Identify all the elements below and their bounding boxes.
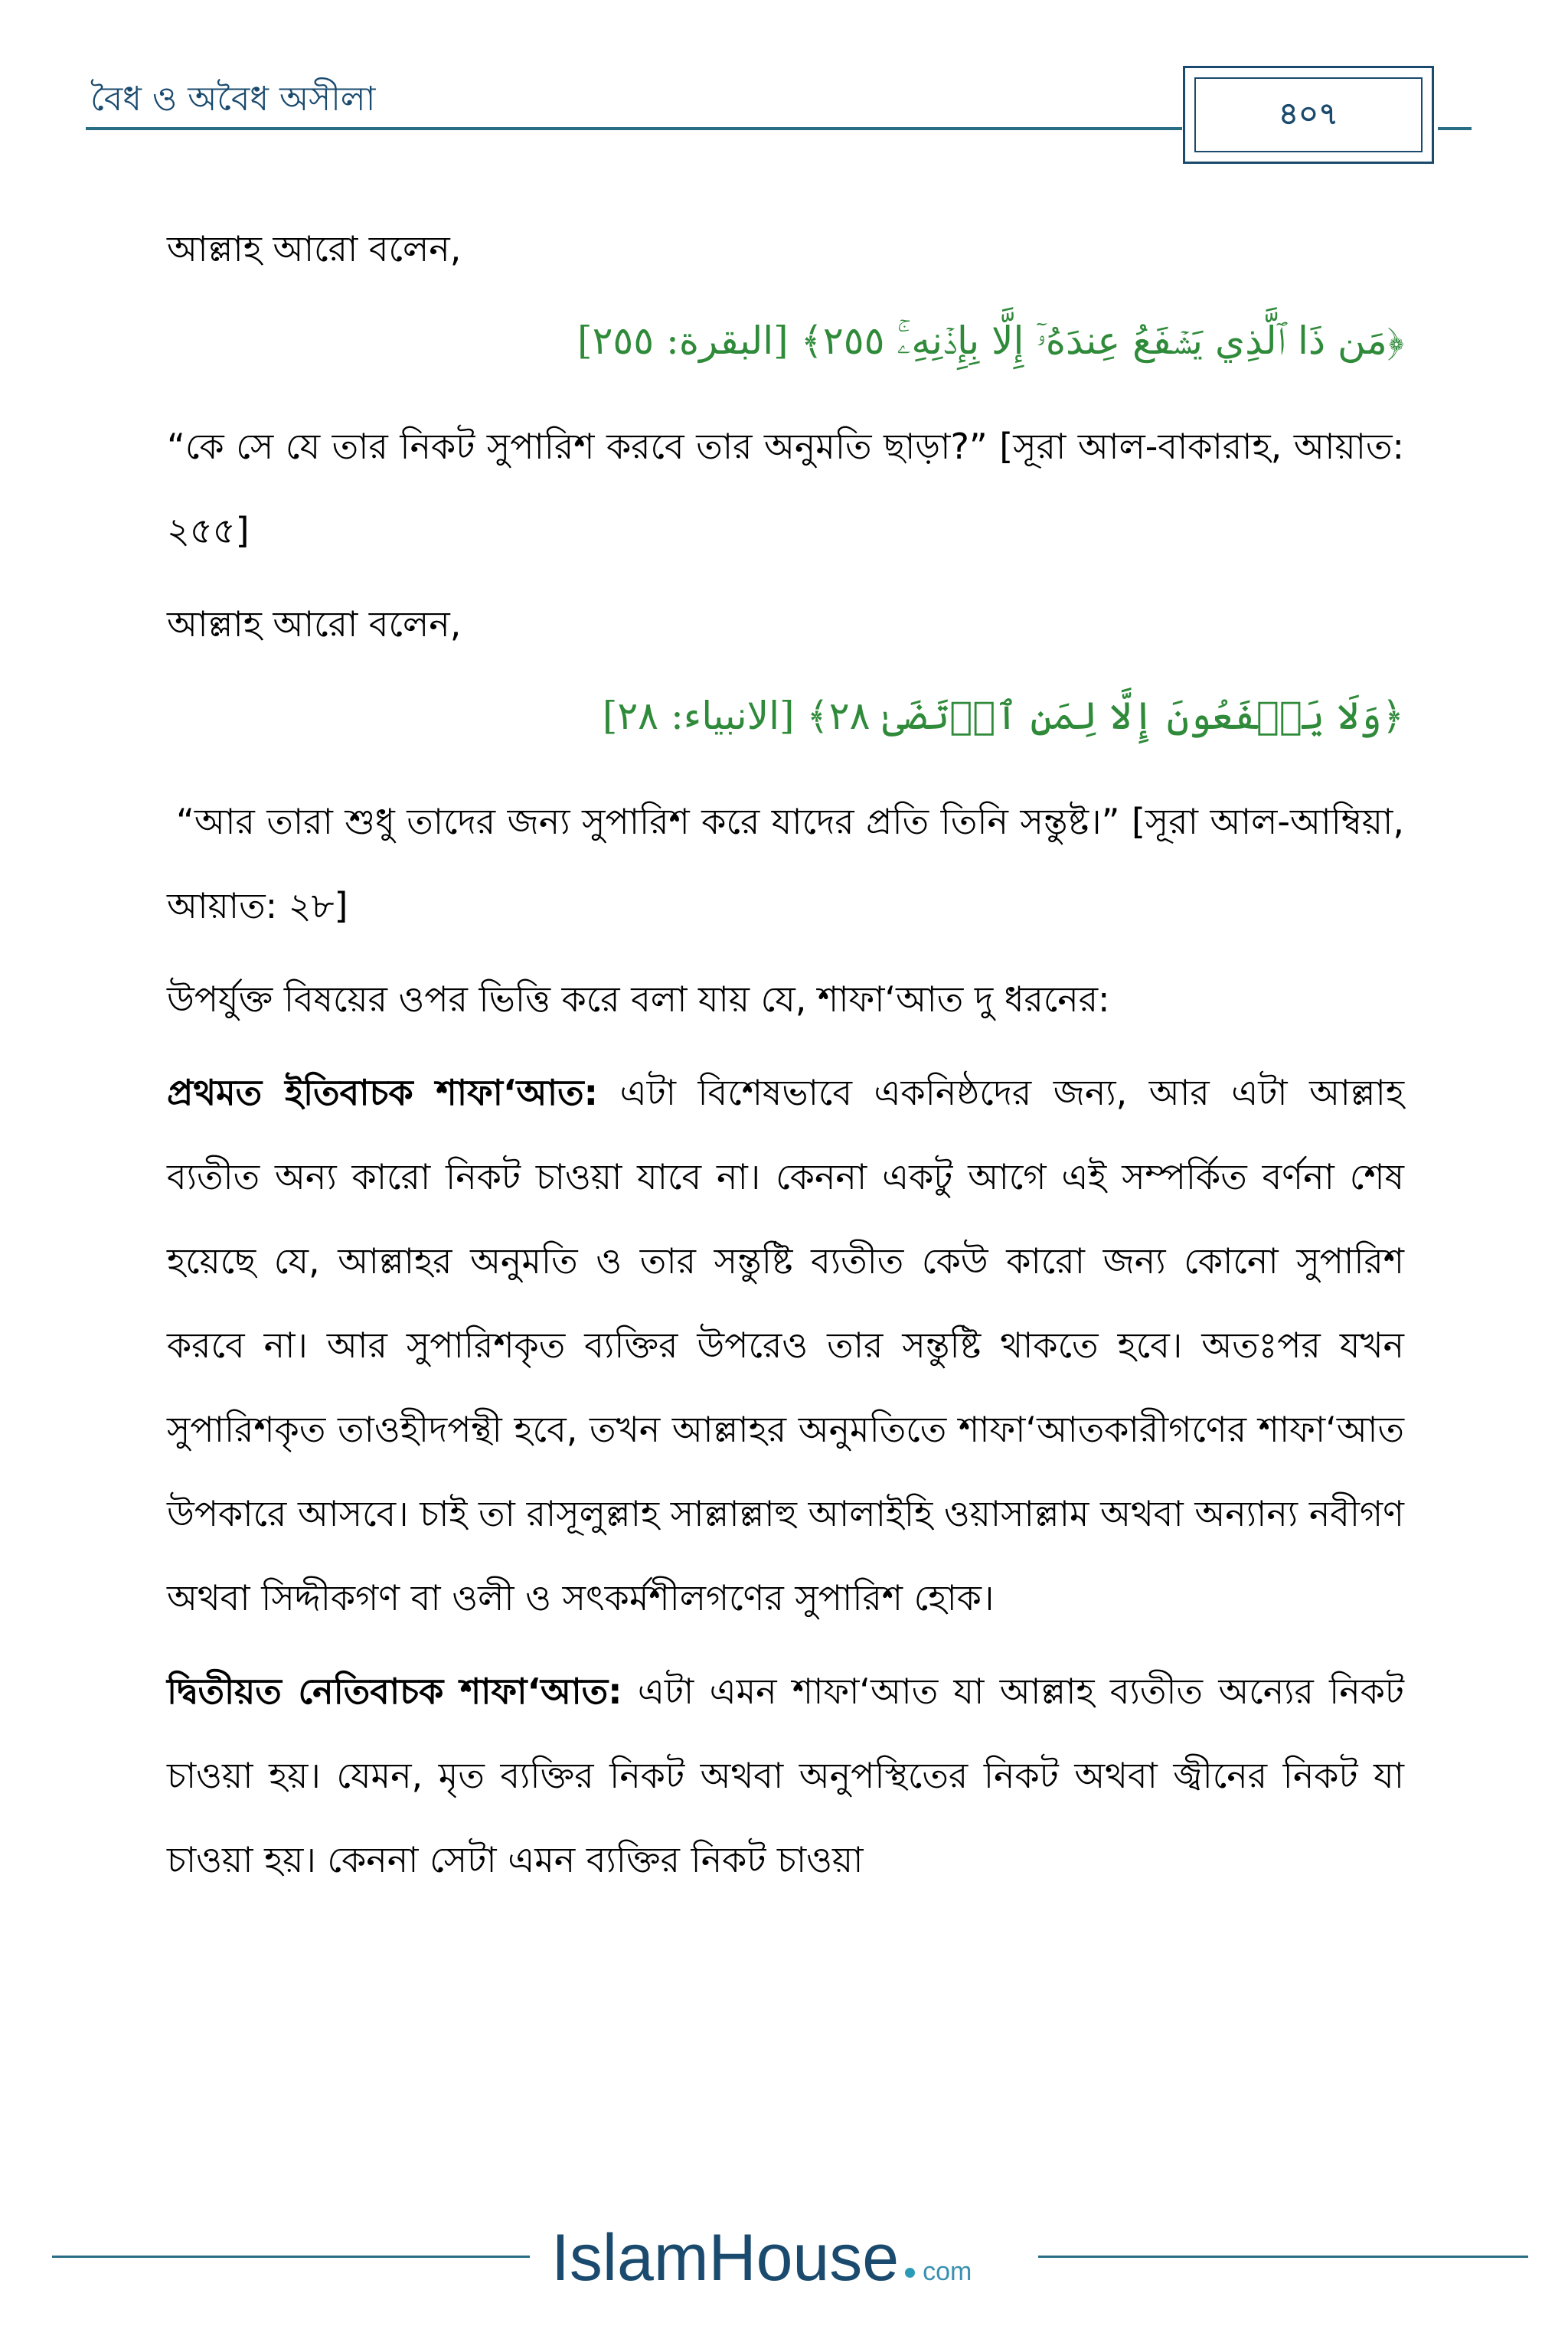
- intro-line-2: আল্লাহ আরো বলেন,: [167, 603, 462, 645]
- summary-line: উপর্যুক্ত বিষয়ের ওপর ভিত্তি করে বলা যায় যে, শাফা‘আত দু ধরনের:: [167, 978, 1110, 1020]
- footer-rule-left: [52, 2256, 530, 2258]
- positive-intercession-text: এটা বিশেষভাবে একনিষ্ঠদের জন্য, আর এটা আল্লাহ ব্যতীত অন্য কারো নিকট চাওয়া যাবে না। কেননা একটু আগে এই সম্পর্কিত বর্ণনা শেষ হয়েছে যে, আল্লাহর অনুমতি ও তার সন্তুষ্টি ব্যতীত কেউ কারো জন্য কোনো সুপারিশ করবে না। আর সুপারিশকৃত ব্যক্তির উপরেও তার সন্তুষ্টি থাকতে হবে। অতঃপর যখন সুপারিশকৃত তাওহীদপন্থী হবে, তখন আল্লাহর অনুমতিতে শাফা‘আতকারীগণের শাফা‘আত উপকারে আসবে। চাই তা রাসূলুল্লাহ সাল্লাল্লাহু আলাইহি ওয়াসাল্লাম অথবা অন্যান্য নবীগণ অথবা সিদ্দীকগণ বা ওলী ও সৎকর্মশীলগণের সুপারিশ হোক।: [167, 1072, 1404, 1619]
- translation-anbiya: “আর তারা শুধু তাদের জন্য সুপারিশ করে যাদের প্রতি তিনি সন্তুষ্ট।” [সূরা আল-আম্বিয়া, আয়াত: ২৮]: [167, 801, 1404, 926]
- page-number: ৪০৭: [1194, 77, 1423, 152]
- arabic-verse-baqarah: ﴿مَن ذَا ٱلَّذِي يَشۡفَعُ عِندَهُۥٓ إِلَّا بِإِذۡنِهِۦۚ ٢٥٥﴾ [البقرة: ٢٥٥]: [577, 318, 1404, 363]
- translation-baqarah: “কে সে যে তার নিকট সুপারিশ করবে তার অনুমতি ছাড়া?” [সূরা আল-বাকারাহ, আয়াত: ২৫৫]: [167, 426, 1404, 551]
- book-title: বৈধ ও অবৈধ অসীলা: [90, 80, 376, 119]
- positive-intercession-paragraph: [167, 1050, 1404, 1640]
- header-rule: [86, 127, 1182, 130]
- logo-dot-icon: [905, 2268, 915, 2278]
- islamhouse-logo[interactable]: [551, 2220, 972, 2296]
- footer-rule-right: [1038, 2256, 1528, 2258]
- logo-brand-text: IslamHouse: [551, 2221, 900, 2295]
- header-rule-tail: [1438, 127, 1472, 130]
- negative-intercession-text: এটা এমন শাফা‘আত যা আল্লাহ ব্যতীত অন্যের নিকট চাওয়া হয়। যেমন, মৃত ব্যক্তির নিকট অথবা অনুপস্থিতের নিকট অথবা জ্বীনের নিকট যা চাওয়া হয়। কেননা সেটা এমন ব্যক্তির নিকট চাওয়া: [167, 1671, 1404, 1880]
- arabic-verse-anbiya: ﴿وَلَا يَشۡفَعُونَ إِلَّا لِمَنِ ٱرۡتَضَىٰ ٢٨﴾ [الانبياء: ٢٨]: [602, 694, 1404, 738]
- negative-intercession-heading: দ্বিতীয়ত নেতিবাচক শাফা‘আত:: [167, 1671, 622, 1712]
- page-number-box: [1183, 66, 1434, 164]
- logo-domain-text: com: [923, 2257, 972, 2286]
- intro-line-1: আল্লাহ আরো বলেন,: [167, 228, 462, 270]
- page-content: [167, 207, 1404, 1911]
- positive-intercession-heading: প্রথমত ইতিবাচক শাফা‘আত:: [167, 1072, 599, 1113]
- negative-intercession-paragraph: [167, 1649, 1404, 1902]
